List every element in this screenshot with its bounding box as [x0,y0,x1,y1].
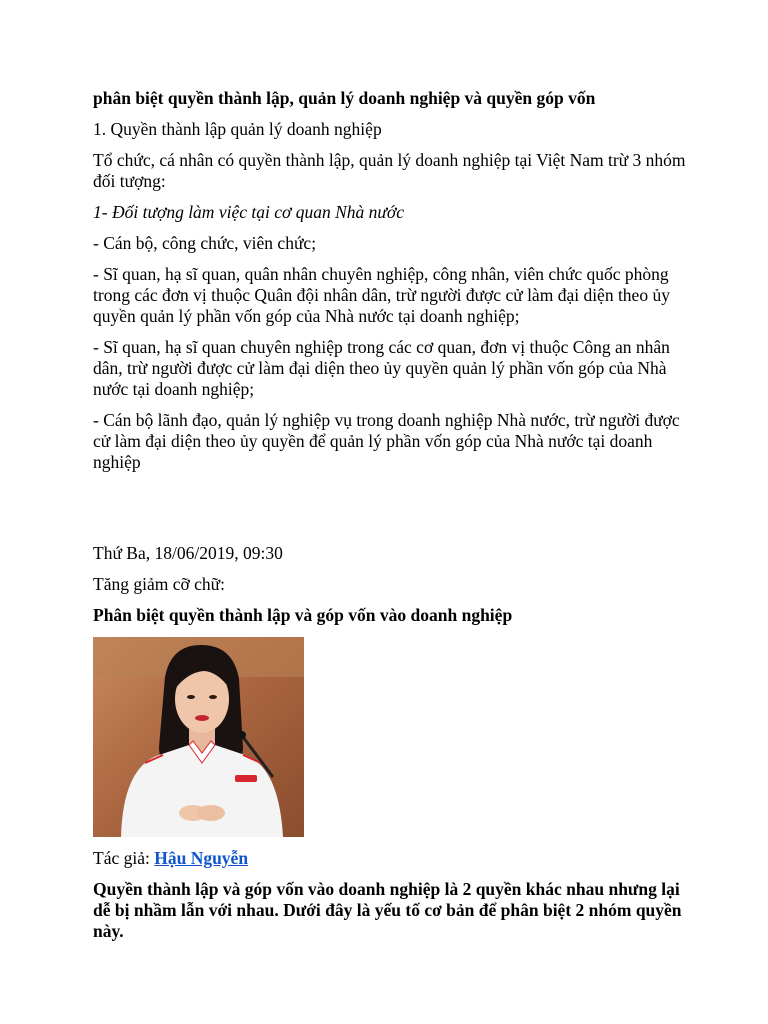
document-heading: phân biệt quyền thành lập, quản lý doanh nghiệp và quyền góp vốn [93,88,596,108]
list-item: - Cán bộ lãnh đạo, quản lý nghiệp vụ trong doanh nghiệp Nhà nước, trừ người được cử làm đại diện theo ủy quyền để quản lý phần vốn góp của Nhà nước tại doanh nghiệp [93,410,680,472]
group-title: 1- Đối tượng làm việc tại cơ quan Nhà nước [93,202,405,222]
article-title: Phân biệt quyền thành lập và góp vốn vào doanh nghiệp [93,605,513,625]
author-line [93,848,693,869]
list-item: - Sĩ quan, hạ sĩ quan, quân nhân chuyên nghiệp, công nhân, viên chức quốc phòng trong các đơn vị thuộc Quân đội nhân dân, trừ người được cử làm đại diện theo ủy quyền quản lý phần vốn góp của Nhà nước tại doanh nghiệp; [93,264,670,326]
section-title: 1. Quyền thành lập quản lý doanh nghiệp [93,119,382,139]
document-page [93,84,693,942]
author-label: Tác giả: [93,848,155,868]
author-link[interactable]: Hậu Nguyễn [154,848,249,868]
article-lead: Quyền thành lập và góp vốn vào doanh nghiệp là 2 quyền khác nhau nhưng lại dễ bị nhầm lẫn với nhau. Dưới đây là yếu tố cơ bản để phân biệt 2 nhóm quyền này. [93,879,682,941]
intro-paragraph: Tổ chức, cá nhân có quyền thành lập, quản lý doanh nghiệp tại Việt Nam trừ 3 nhóm đối tượng: [93,150,686,191]
font-size-control[interactable]: Tăng giảm cỡ chữ: [93,574,225,594]
list-item: - Cán bộ, công chức, viên chức; [93,233,317,253]
list-item: - Sĩ quan, hạ sĩ quan chuyên nghiệp trong các cơ quan, đơn vị thuộc Công an nhân dân, trừ người được cử làm đại diện theo ủy quyền quản lý phần vốn góp của Nhà nước tại doanh nghiệp; [93,337,670,399]
article-date: Thứ Ba, 18/06/2019, 09:30 [93,543,283,563]
author-photo [93,637,304,837]
